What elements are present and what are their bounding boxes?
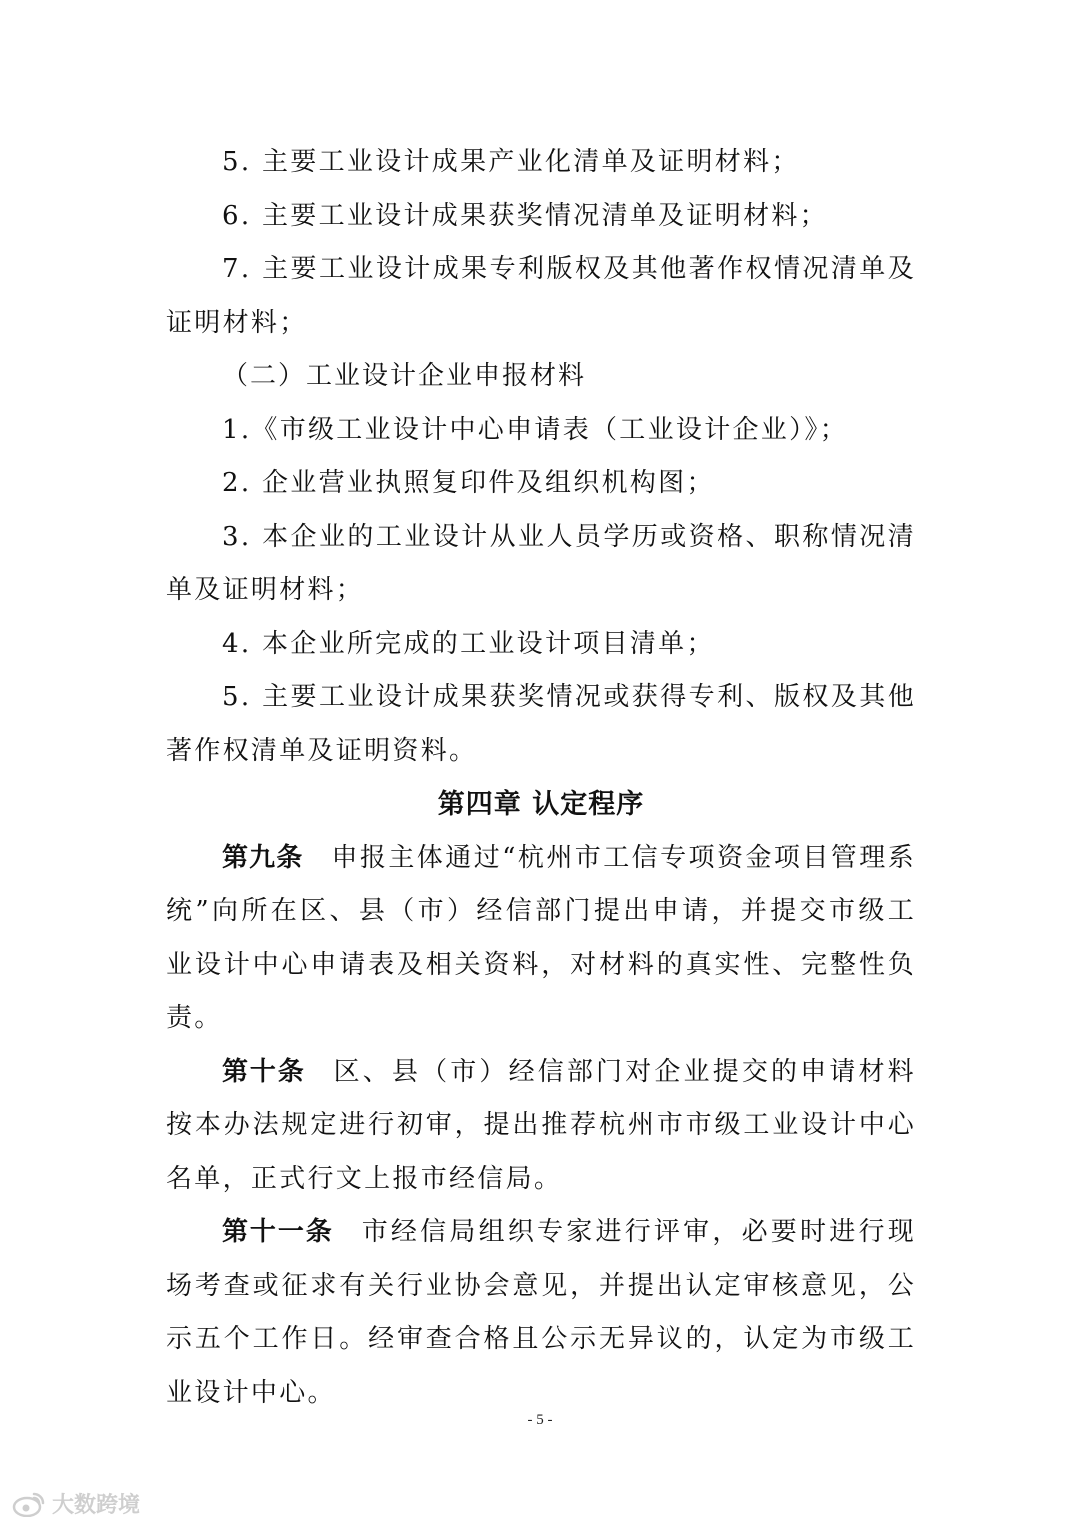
list-item: 4. 本企业所完成的工业设计项目清单； <box>222 628 715 659</box>
weibo-logo-icon <box>12 1491 46 1517</box>
chapter-title: 第四章 认定程序 <box>437 789 645 820</box>
list-item: 5. 主要工业设计成果获奖情况或获得专利、版权及其他著作权清单及证明资料。 <box>166 682 916 766</box>
article-text: 市经信局组织专家进行评审，必要时进行现场考查或征求有关行业协会意见，并提出认定审核意见，公示五个工作日。经审查合格且公示无异议的，认定为市级工业设计中心。 <box>166 1217 916 1408</box>
list-item: 7. 主要工业设计成果专利版权及其他著作权情况清单及证明材料； <box>166 254 916 338</box>
list-item: 5. 主要工业设计成果产业化清单及证明材料； <box>222 147 800 177</box>
list-item: 2. 企业营业执照复印件及组织机构图； <box>222 468 715 498</box>
article-paragraph <box>166 832 916 1046</box>
document-body <box>166 136 916 1420</box>
article-text: 区、县（市）经信部门对企业提交的申请材料按本办法规定进行初审，提出推荐杭州市市级工业设计中心名单，正式行文上报市经信局。 <box>166 1056 916 1194</box>
article-label: 第十条 <box>222 1056 306 1087</box>
watermark <box>12 1488 140 1519</box>
article-label: 第十一条 <box>222 1217 334 1247</box>
watermark-text: 大数跨境 <box>52 1493 141 1518</box>
list-item: 3. 本企业的工业设计从业人员学历或资格、职称情况清单及证明材料； <box>166 521 916 605</box>
article-text: 申报主体通过“杭州市工信专项资金项目管理系统”向所在区、县（市）经信部门提出申请，并提交市级工业设计中心申请表及相关资料，对材料的真实性、完整性负责。 <box>166 842 916 1033</box>
page-number: - 5 - <box>527 1412 553 1428</box>
article-paragraph <box>166 1046 916 1207</box>
article-label: 第九条 <box>222 842 304 873</box>
section-subheading: （二）工业设计企业申报材料 <box>222 361 587 391</box>
list-item: 1.《市级工业设计中心申请表（工业设计企业）》； <box>222 414 849 445</box>
list-item: 6. 主要工业设计成果获奖情况清单及证明材料； <box>222 200 828 231</box>
article-paragraph <box>166 1206 916 1420</box>
